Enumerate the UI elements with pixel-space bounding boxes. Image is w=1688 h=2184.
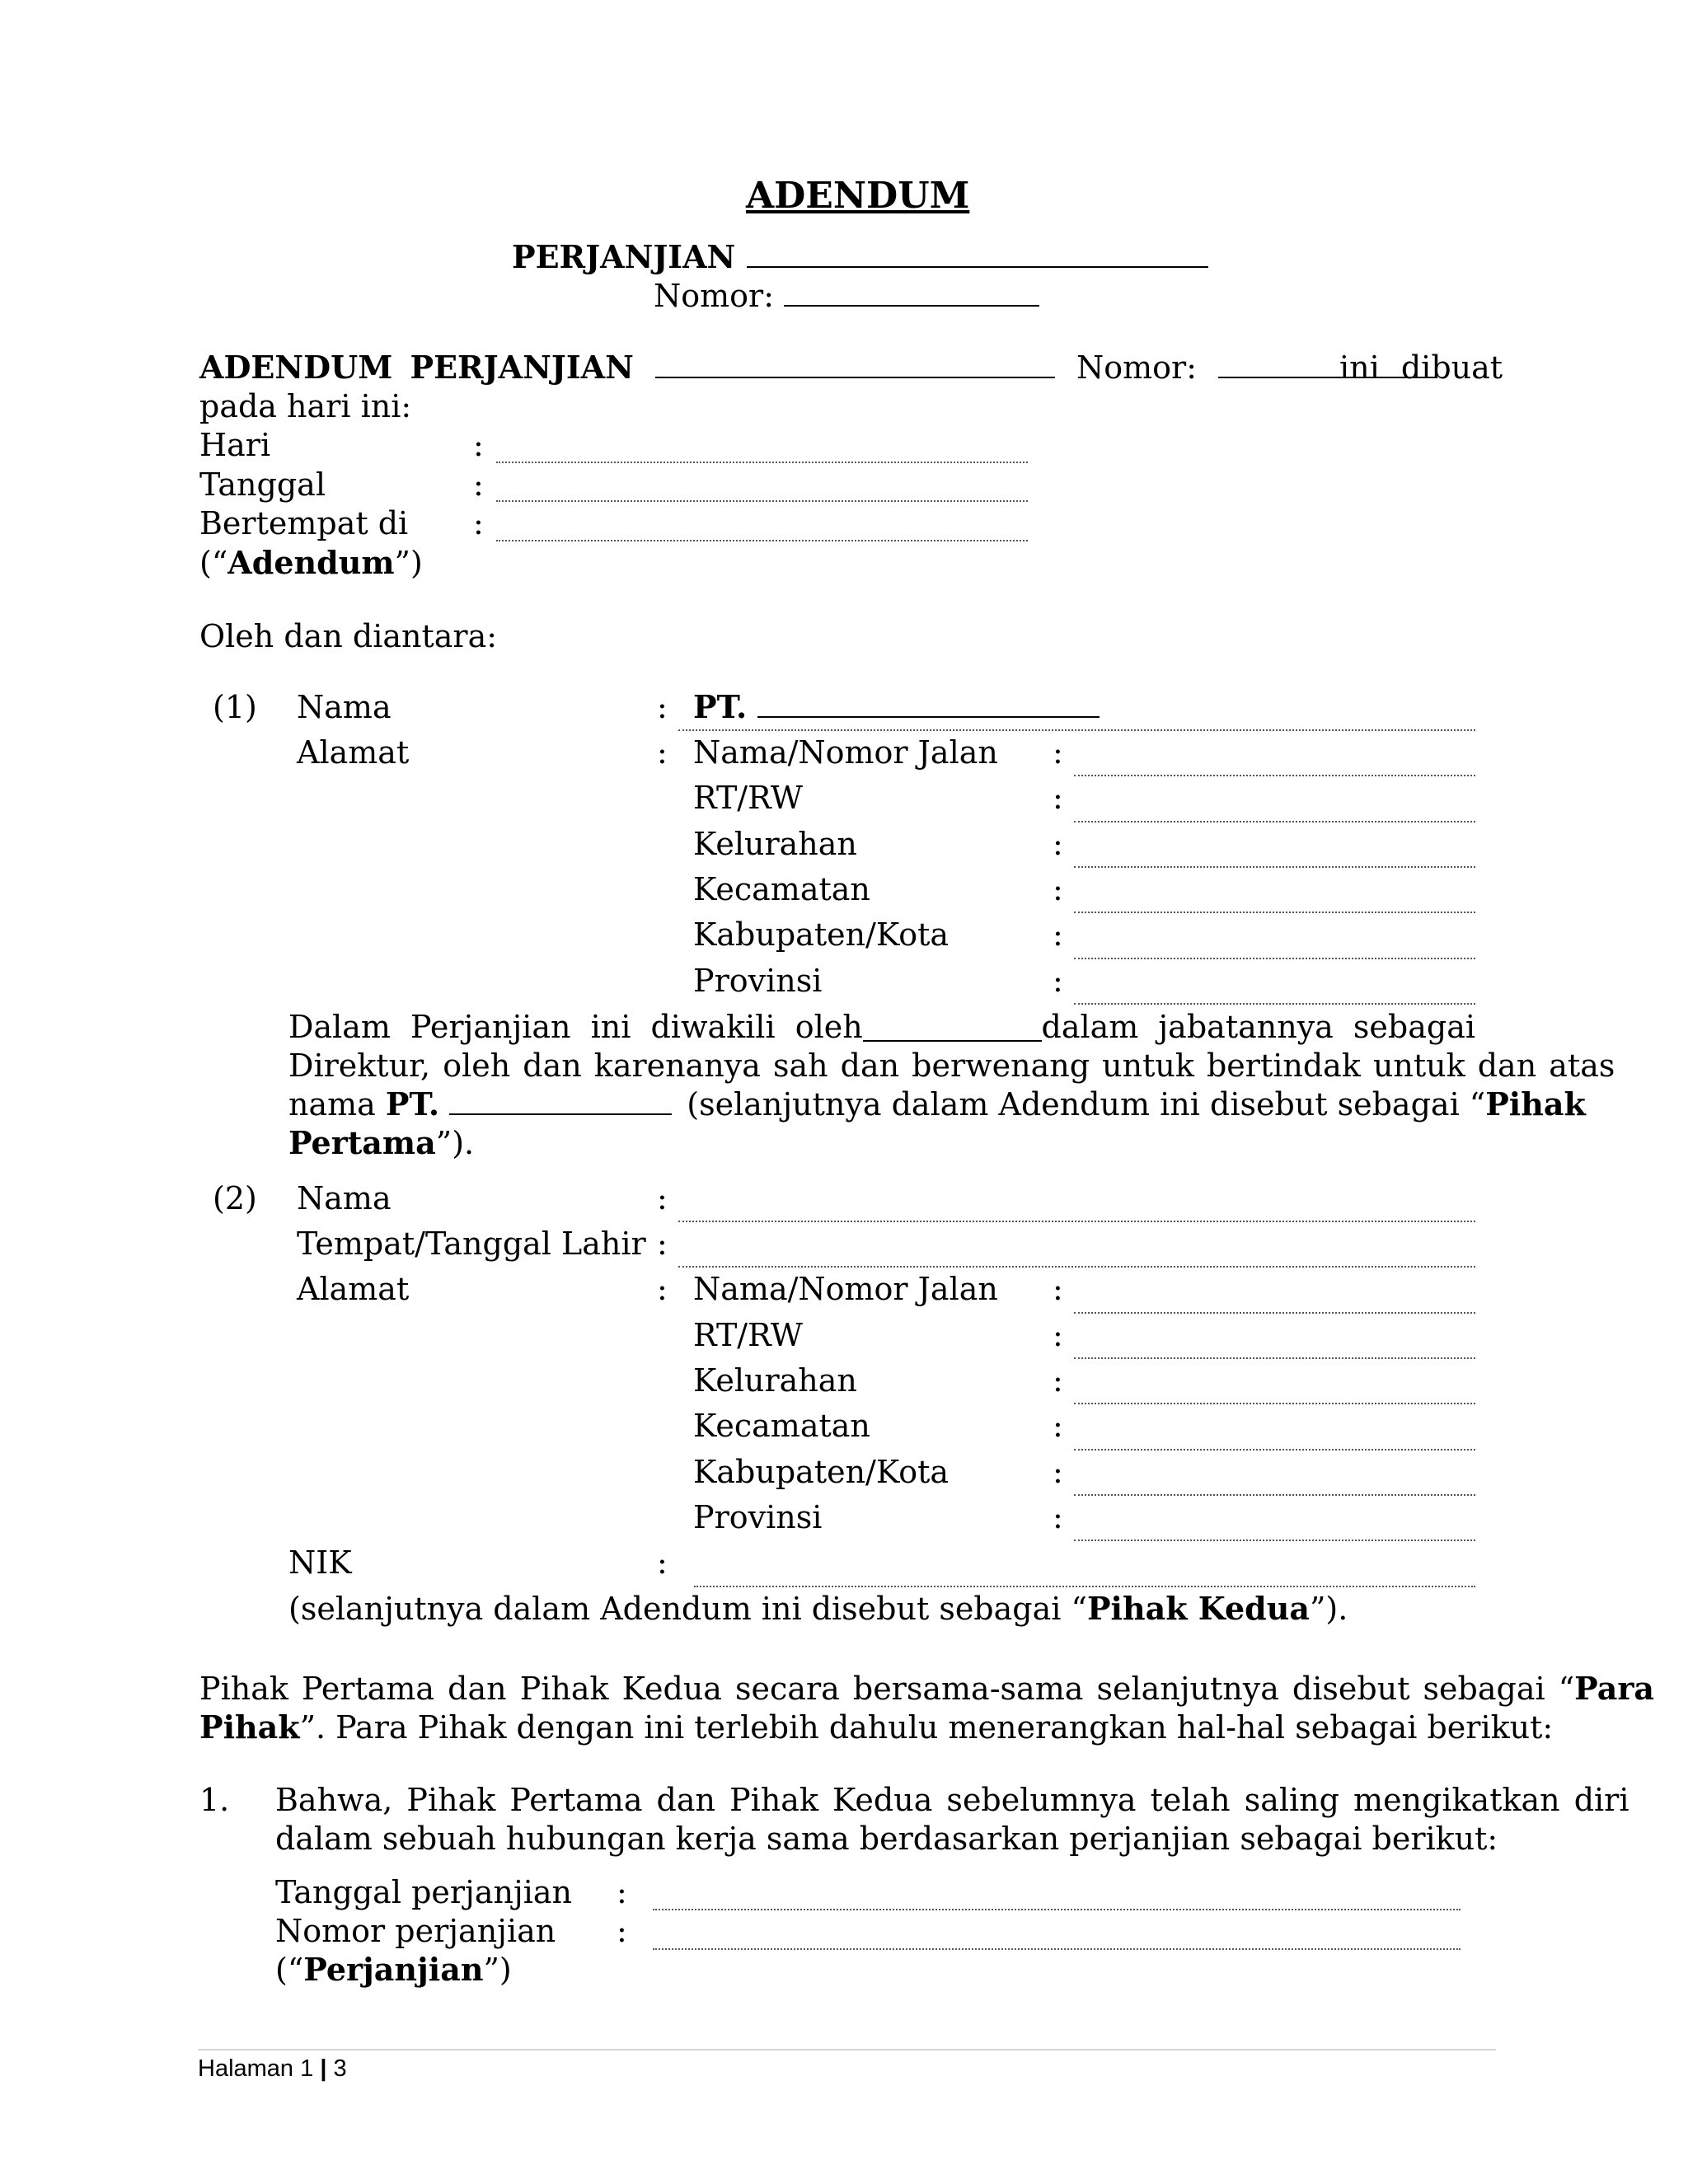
party2-nama-label: Nama (297, 1180, 392, 1216)
party2-ttl-colon: : (657, 1226, 668, 1262)
item1-tanggal-colon: : (617, 1874, 627, 1910)
party1-para-nama: nama (288, 1086, 376, 1122)
party2-rtrw-colon: : (1053, 1317, 1063, 1353)
nomor-heading (654, 276, 1039, 316)
party1-rtrw-label: RT/RW (693, 780, 803, 816)
party1-nama-field[interactable] (678, 729, 1475, 731)
bertempat-colon: : (473, 505, 484, 541)
party2-para-bold: Pihak Kedua (1086, 1590, 1310, 1627)
adendum-def-open: (“ (199, 545, 228, 581)
item1-number: 1. (199, 1782, 230, 1818)
perjanjian-label: PERJANJIAN (512, 238, 736, 275)
party2-provinsi-field[interactable] (1074, 1540, 1475, 1541)
perjanjian-def-close: ”) (483, 1952, 512, 1988)
party1-jalan-field[interactable] (1074, 775, 1475, 776)
perjanjian-heading (512, 237, 1208, 277)
adendum-def-close: ”) (394, 545, 423, 581)
party1-alamat-label: Alamat (297, 734, 410, 771)
party2-ttl-field[interactable] (678, 1266, 1475, 1268)
party2-kelurahan-label: Kelurahan (693, 1362, 857, 1399)
party1-para-line4 (288, 1123, 474, 1163)
party2-nik-colon: : (657, 1544, 668, 1581)
party2-nik-field[interactable] (694, 1586, 1475, 1587)
party2-jalan-label: Nama/Nomor Jalan (693, 1271, 998, 1307)
party1-para-pt: PT. (385, 1085, 440, 1122)
item1-line1: Bahwa, Pihak Pertama dan Pihak Kedua sebelumnya telah saling mengikatkan diri (275, 1782, 1629, 1818)
item1-nomor-colon: : (617, 1913, 627, 1949)
para-pihak-bold1: Para (1574, 1670, 1654, 1707)
party1-provinsi-label: Provinsi (693, 963, 823, 999)
party2-kecamatan-label: Kecamatan (693, 1408, 870, 1444)
party1-para-text1: Dalam Perjanjian ini diwakili oleh (288, 1009, 863, 1045)
document-title: ADENDUM (746, 175, 970, 217)
party1-nama-colon: : (657, 689, 668, 725)
party1-alamat-colon: : (657, 734, 668, 771)
party1-rtrw-field[interactable] (1074, 821, 1475, 823)
party2-provinsi-colon: : (1053, 1499, 1063, 1535)
party2-nama-field[interactable] (678, 1221, 1475, 1222)
party2-alamat-colon: : (657, 1271, 668, 1307)
party2-jalan-field[interactable] (1074, 1312, 1475, 1314)
party2-kabupaten-colon: : (1053, 1454, 1063, 1490)
footer-separator: | (320, 2055, 327, 2082)
party1-kabupaten-field[interactable] (1074, 958, 1475, 959)
para-pihak-text1: Pihak Pertama dan Pihak Kedua secara bersama-sama selanjutnya disebut sebagai “ (199, 1671, 1575, 1707)
party2-jalan-colon: : (1053, 1271, 1063, 1307)
pada-hari-ini: pada hari ini: (199, 388, 412, 424)
party1-kelurahan-field[interactable] (1074, 866, 1475, 868)
party2-rtrw-field[interactable] (1074, 1357, 1475, 1359)
party1-jalan-label: Nama/Nomor Jalan (693, 734, 998, 771)
party1-para-text3: (selanjutnya dalam Adendum ini disebut sebagai “ (687, 1086, 1486, 1122)
item1-nomor-field[interactable] (653, 1948, 1461, 1950)
perjanjian-definition (275, 1950, 512, 1990)
party1-number: (1) (213, 689, 257, 725)
perjanjian-blank[interactable] (747, 240, 1208, 268)
party1-kabupaten-label: Kabupaten/Kota (693, 916, 950, 953)
hari-colon: : (473, 427, 484, 463)
tanggal-field[interactable] (496, 500, 1028, 502)
party1-para-close: ”). (435, 1125, 475, 1161)
footer-divider (198, 2049, 1496, 2050)
para-pihak-line1 (199, 1669, 1654, 1708)
adendum-perjanjian-blank[interactable] (655, 350, 1055, 378)
party1-kecamatan-label: Kecamatan (693, 871, 870, 907)
party1-para-bold1: Pihak (1485, 1085, 1586, 1122)
item1-tanggal-label: Tanggal perjanjian (275, 1874, 573, 1910)
para-pihak-bold2: Pihak (199, 1708, 300, 1746)
party2-provinsi-label: Provinsi (693, 1499, 823, 1535)
page-footer (198, 2052, 347, 2085)
party2-kabupaten-field[interactable] (1074, 1494, 1475, 1496)
party1-rtrw-colon: : (1053, 780, 1063, 816)
party2-number: (2) (213, 1180, 257, 1216)
hari-label: Hari (199, 427, 271, 463)
party1-kecamatan-colon: : (1053, 871, 1063, 907)
party1-provinsi-colon: : (1053, 963, 1063, 999)
footer-total: 3 (333, 2055, 347, 2082)
bertempat-field[interactable] (496, 540, 1028, 541)
item1-tanggal-field[interactable] (653, 1909, 1461, 1910)
party1-nama-value (693, 687, 1100, 727)
adendum-perjanjian-label: ADENDUM PERJANJIAN (199, 349, 634, 386)
party2-para (288, 1589, 1348, 1629)
footer-halaman: Halaman 1 (198, 2055, 314, 2082)
hari-field[interactable] (496, 462, 1028, 463)
party1-pt-label: PT. (693, 688, 748, 725)
perjanjian-def-bold: Perjanjian (303, 1951, 484, 1988)
party1-para-line3 (288, 1085, 1586, 1124)
party1-kelurahan-colon: : (1053, 826, 1063, 862)
nomor-heading-blank[interactable] (784, 279, 1039, 307)
party1-kabupaten-colon: : (1053, 916, 1063, 953)
party1-kelurahan-label: Kelurahan (693, 826, 857, 862)
party2-ttl-label: Tempat/Tanggal Lahir (297, 1226, 646, 1262)
intro-line (199, 348, 1481, 387)
party1-para-text2: dalam jabatannya sebagai (1041, 1009, 1475, 1045)
party2-nama-colon: : (657, 1180, 668, 1216)
party1-nama-label: Nama (297, 689, 392, 725)
party2-alamat-label: Alamat (297, 1271, 410, 1307)
party2-kecamatan-colon: : (1053, 1408, 1063, 1444)
party1-para-line1 (288, 1007, 1475, 1047)
tanggal-colon: : (473, 466, 484, 503)
oleh-dan-diantara: Oleh dan diantara: (199, 618, 498, 654)
party2-kabupaten-label: Kabupaten/Kota (693, 1454, 950, 1490)
intro-nomor-label: Nomor: (1076, 349, 1198, 386)
party1-provinsi-field[interactable] (1074, 1003, 1475, 1005)
item1-nomor-label: Nomor perjanjian (275, 1913, 556, 1949)
party2-kelurahan-field[interactable] (1074, 1403, 1475, 1404)
party2-para-text2: ”). (1309, 1591, 1348, 1627)
adendum-definition (199, 543, 423, 583)
adendum-def-bold: Adendum (227, 544, 395, 581)
item1-line2: dalam sebuah hubungan kerja sama berdasarkan perjanjian sebagai berikut: (275, 1821, 1498, 1857)
perjanjian-def-open: (“ (275, 1952, 304, 1988)
party1-representative-blank[interactable] (863, 1014, 1042, 1042)
party1-para-bold2: Pertama (288, 1124, 436, 1161)
tanggal-label: Tanggal (199, 466, 326, 503)
party2-kecamatan-field[interactable] (1074, 1449, 1475, 1451)
party1-para-line2: Direktur, oleh dan karenanya sah dan berwenang untuk bertindak untuk dan atas (288, 1047, 1615, 1084)
bertempat-label: Bertempat di (199, 505, 409, 541)
party1-para-pt-blank[interactable] (449, 1087, 672, 1115)
party1-jalan-colon: : (1053, 734, 1063, 771)
party1-kecamatan-field[interactable] (1074, 912, 1475, 913)
ini-dibuat: ini dibuat (1339, 349, 1503, 386)
party2-nik-label: NIK (288, 1544, 352, 1581)
nomor-heading-label: Nomor: (654, 278, 775, 314)
party1-pt-blank[interactable] (757, 690, 1100, 718)
party2-kelurahan-colon: : (1053, 1362, 1063, 1399)
party2-rtrw-label: RT/RW (693, 1317, 803, 1353)
para-pihak-text2: ”. Para Pihak dengan ini terlebih dahulu menerangkan hal-hal sebagai berikut: (299, 1709, 1554, 1746)
para-pihak-line2 (199, 1708, 1553, 1747)
party2-para-text1: (selanjutnya dalam Adendum ini disebut sebagai “ (288, 1591, 1087, 1627)
